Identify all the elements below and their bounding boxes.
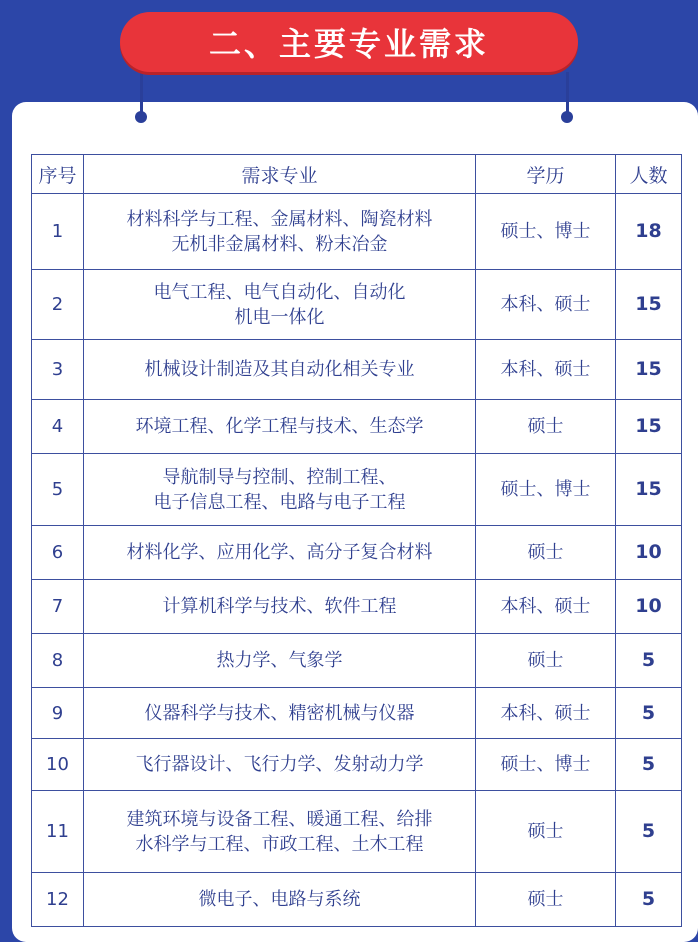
title-banner <box>120 12 578 72</box>
table-row <box>32 791 682 873</box>
major-line: 电气工程、电气自动化、自动化 <box>153 281 406 303</box>
banner-connector-left <box>140 72 143 114</box>
row-count: 10 <box>616 526 682 580</box>
row-index: 1 <box>32 194 84 270</box>
row-count: 15 <box>616 400 682 454</box>
row-count: 10 <box>616 580 682 634</box>
row-index: 11 <box>32 791 84 873</box>
header-degree: 学历 <box>476 155 616 194</box>
connector-dot-right <box>561 111 573 123</box>
row-index: 10 <box>32 739 84 791</box>
row-index: 4 <box>32 400 84 454</box>
row-major <box>84 340 476 400</box>
row-count: 5 <box>616 739 682 791</box>
row-major <box>84 270 476 340</box>
table-row <box>32 340 682 400</box>
row-major <box>84 194 476 270</box>
table-row <box>32 873 682 927</box>
major-line: 水科学与工程、市政工程、土木工程 <box>135 833 424 855</box>
major-line: 导航制导与控制、控制工程、 <box>162 466 397 488</box>
table-row <box>32 688 682 739</box>
row-index: 12 <box>32 873 84 927</box>
major-line: 机电一体化 <box>234 306 325 328</box>
major-line: 材料化学、应用化学、高分子复合材料 <box>126 542 433 563</box>
row-degree: 硕士、博士 <box>476 454 616 526</box>
major-line: 计算机科学与技术、软件工程 <box>162 596 397 617</box>
table-row <box>32 270 682 340</box>
row-major <box>84 688 476 739</box>
row-major <box>84 873 476 927</box>
header-count: 人数 <box>616 155 682 194</box>
row-major <box>84 526 476 580</box>
row-degree: 本科、硕士 <box>476 580 616 634</box>
row-degree: 硕士 <box>476 400 616 454</box>
row-count: 18 <box>616 194 682 270</box>
header-major: 需求专业 <box>84 155 476 194</box>
table-row <box>32 739 682 791</box>
table-row <box>32 526 682 580</box>
row-degree: 硕士 <box>476 873 616 927</box>
major-line: 建筑环境与设备工程、暖通工程、给排 <box>126 808 433 830</box>
row-count: 5 <box>616 634 682 688</box>
row-count: 5 <box>616 873 682 927</box>
table-row <box>32 194 682 270</box>
table-row <box>32 454 682 526</box>
table-row <box>32 580 682 634</box>
major-line: 环境工程、化学工程与技术、生态学 <box>135 416 424 437</box>
table-row <box>32 400 682 454</box>
row-index: 2 <box>32 270 84 340</box>
major-line: 微电子、电路与系统 <box>198 889 361 910</box>
major-line: 无机非金属材料、粉末冶金 <box>171 233 388 255</box>
major-line: 热力学、气象学 <box>216 650 343 671</box>
row-major <box>84 400 476 454</box>
major-line: 飞行器设计、飞行力学、发射动力学 <box>135 754 424 775</box>
row-major <box>84 454 476 526</box>
row-index: 8 <box>32 634 84 688</box>
row-major <box>84 739 476 791</box>
row-degree: 硕士 <box>476 526 616 580</box>
row-index: 6 <box>32 526 84 580</box>
row-count: 5 <box>616 688 682 739</box>
row-count: 15 <box>616 270 682 340</box>
row-count: 5 <box>616 791 682 873</box>
major-line: 仪器科学与技术、精密机械与仪器 <box>144 702 415 724</box>
table-header-row <box>32 155 682 194</box>
row-index: 3 <box>32 340 84 400</box>
major-line: 材料科学与工程、金属材料、陶瓷材料 <box>126 208 433 230</box>
row-degree: 本科、硕士 <box>476 688 616 739</box>
row-major <box>84 634 476 688</box>
header-index: 序号 <box>32 155 84 194</box>
connector-dot-left <box>135 111 147 123</box>
row-count: 15 <box>616 340 682 400</box>
major-line: 电子信息工程、电路与电子工程 <box>153 491 406 513</box>
row-index: 7 <box>32 580 84 634</box>
row-degree: 硕士 <box>476 791 616 873</box>
row-degree: 硕士、博士 <box>476 194 616 270</box>
row-count: 15 <box>616 454 682 526</box>
row-degree: 本科、硕士 <box>476 270 616 340</box>
row-degree: 硕士、博士 <box>476 739 616 791</box>
banner-connector-right <box>566 72 569 114</box>
row-major <box>84 580 476 634</box>
requirements-table <box>31 154 682 927</box>
major-line: 机械设计制造及其自动化相关专业 <box>144 359 415 380</box>
page-title: 二、主要专业需求 <box>208 25 489 63</box>
row-degree: 硕士 <box>476 634 616 688</box>
row-index: 9 <box>32 688 84 739</box>
row-index: 5 <box>32 454 84 526</box>
table-row <box>32 634 682 688</box>
row-major <box>84 791 476 873</box>
row-degree: 本科、硕士 <box>476 340 616 400</box>
